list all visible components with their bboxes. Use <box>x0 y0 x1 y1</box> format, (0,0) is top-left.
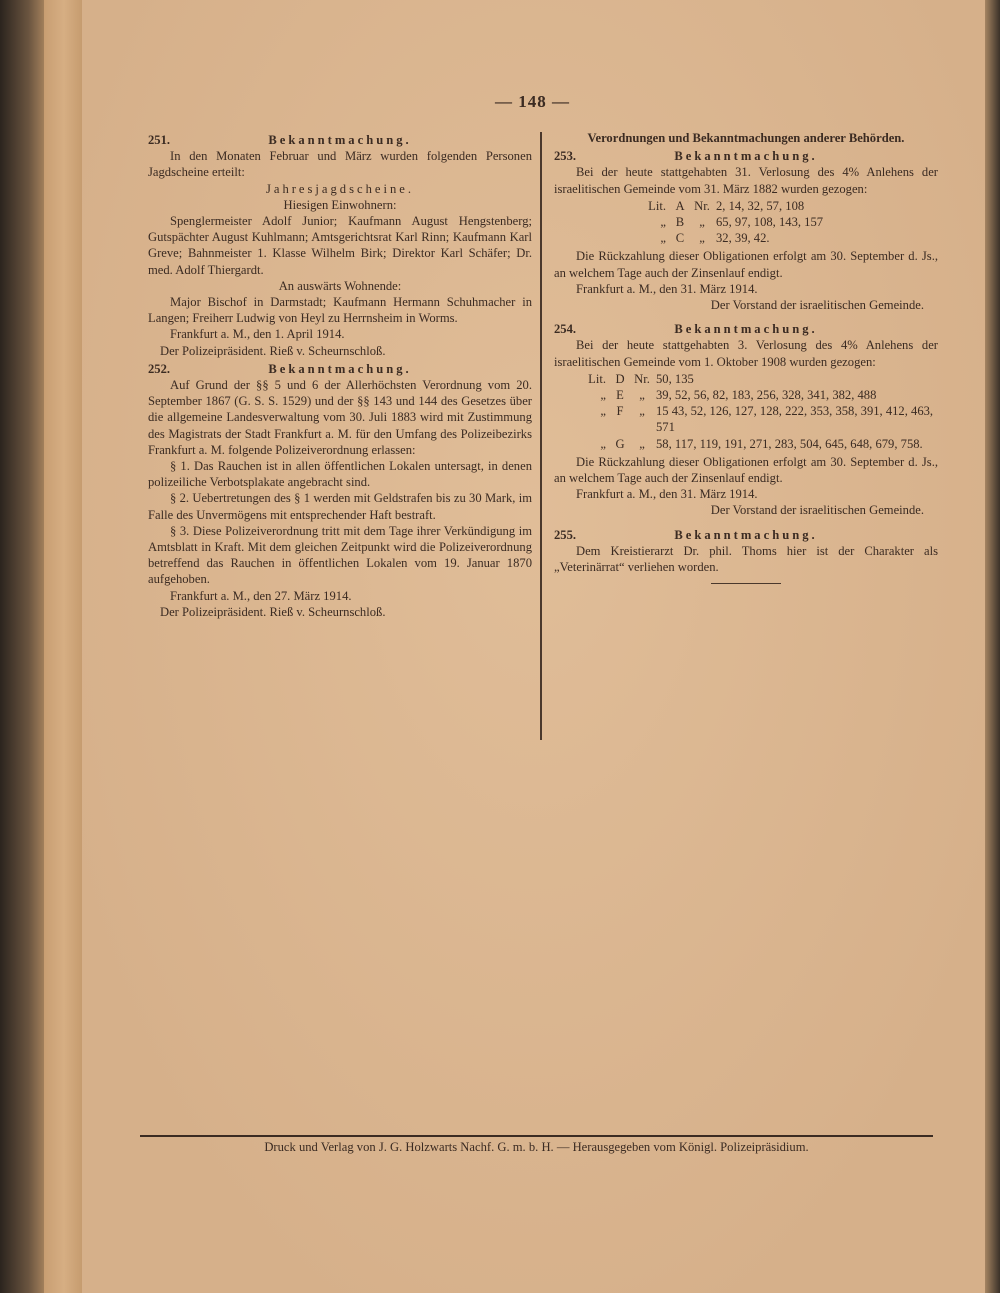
subheading: Jahresjagdscheine. <box>265 181 415 196</box>
notice-255-text: Dem Kreistierarzt Dr. phil. Thoms hier ist der Charakter als „Veterinärrat“ verliehen worden. <box>554 543 938 575</box>
notice-252-signature: Der Polizeipräsident. Rieß v. Scheurnschloß. <box>160 604 386 619</box>
notice-253-repayment: Die Rückzahlung dieser Obligationen erfolgt am 30. September d. Js., an welchem Tage auch der Zinsenlauf endigt. <box>554 249 938 280</box>
notice-253-intro: Bei der heute stattgehabten 31. Verlosung des 4% Anlehens der israelitischen Gemeinde vom 31. März 1882 wurden gezogen: <box>554 165 938 196</box>
notice-252-par1: § 1. Das Rauchen ist in allen öffentlichen Lokalen untersagt, in denen polizeiliche Verbotsplakate angebracht sind. <box>148 459 532 490</box>
notice-252-par3: § 3. Diese Polizeiverordnung tritt mit dem Tage ihrer Verkündigung im Amtsblatt in Kraft. Mit dem gleichen Zeitpunkt wird die Polizeiverordnung betreffend das Rauchen in öffentlichen Lokalen vom 19. Januar 1870 aufgehoben. <box>148 523 532 587</box>
footer-imprint: Druck und Verlag von J. G. Holzwarts Nachf. G. m. b. H. — Herausgegeben vom Königl. Polizeipräsidium. <box>264 1140 809 1154</box>
notice-253-date: Frankfurt a. M., den 31. März 1914. <box>576 281 758 296</box>
lot-row: Lit. D Nr. 50, 135 <box>588 371 694 386</box>
notice-253-header: 253. Bekanntmachung. <box>554 149 818 164</box>
book-binding <box>0 0 48 1293</box>
notice-251-locals: Spenglermeister Adolf Junior; Kaufmann August Hengstenberg; Gutspächter August Kuhlmann; Amtsgerichtsrat Karl Rinn; Kaufmann Karl Greve; Bahnmeister 1. Klasse Wilhelm Birk; Direktor Karl Schäfer; Dr. med. Adolf Thiergardt. <box>148 214 532 277</box>
section-title: Verordnungen und Bekanntmachungen anderer Behörden. <box>587 131 905 145</box>
notice-252-par2: § 2. Uebertretungen des § 1 werden mit Geldstrafen bis zu 30 Mark, im Falle des Unvermögens mit entsprechender Haft bestraft. <box>148 491 532 522</box>
page-number: — 148 — <box>495 92 570 111</box>
right-column <box>554 130 938 584</box>
notice-251-outside: Major Bischof in Darmstadt; Kaufmann Hermann Schuhmacher in Langen; Freiherr Ludwig von Heyl zu Herrnsheim in Worms. <box>148 295 532 326</box>
notice-251-header: 251. Bekanntmachung. <box>148 133 412 147</box>
notice-254-lots <box>554 371 938 452</box>
lot-row: „ E „ 39, 52, 56, 82, 183, 256, 328, 341, 382, 488 <box>600 388 877 403</box>
lot-row: „ F „ 15 43, 52, 126, 127, 128, 222, 353, 358, 391, 412, 463, 571 <box>600 404 934 435</box>
end-rule <box>711 583 781 584</box>
lot-row: „ C „ 32, 39, 42. <box>660 231 770 246</box>
notice-253-lots <box>614 198 938 247</box>
subheading: Hiesigen Einwohnern: <box>283 197 397 212</box>
notice-252-header: 252. Bekanntmachung. <box>148 361 412 376</box>
column-divider <box>540 132 542 740</box>
notice-251-date: Frankfurt a. M., den 1. April 1914. <box>170 327 345 342</box>
notice-251-signature: Der Polizeipräsident. Rieß v. Scheurnschloß. <box>160 343 386 358</box>
left-column <box>148 130 532 620</box>
notice-254-header: 254. Bekanntmachung. <box>554 322 818 337</box>
lot-row: „ B „ 65, 97, 108, 143, 157 <box>660 215 824 230</box>
notice-252-date: Frankfurt a. M., den 27. März 1914. <box>170 588 352 603</box>
subheading: An auswärts Wohnende: <box>278 278 402 293</box>
notice-251-intro: In den Monaten Februar und März wurden folgenden Personen Jagdscheine erteilt: <box>148 149 532 180</box>
page-edge-strip <box>44 0 84 1293</box>
footer-rule <box>140 1135 933 1137</box>
page-right-edge <box>985 0 1000 1293</box>
notice-254-repayment: Die Rückzahlung dieser Obligationen erfolgt am 30. September d. Js., an welchem Tage auch der Zinsenlauf endigt. <box>554 454 938 486</box>
lot-row: Lit. A Nr. 2, 14, 32, 57, 108 <box>648 198 805 213</box>
notice-254-signature: Der Vorstand der israelitischen Gemeinde. <box>710 503 924 518</box>
lot-row: „ G „ 58, 117, 119, 191, 271, 283, 504, 645, 648, 679, 758. <box>600 436 923 451</box>
notice-253-signature: Der Vorstand der israelitischen Gemeinde. <box>710 298 924 313</box>
notice-252-intro: Auf Grund der §§ 5 und 6 der Allerhöchsten Verordnung vom 20. September 1867 (G. S. S. 1529) und der §§ 143 und 144 des Gesetzes über die allgemeine Landesverwaltung vom 30. Juli 1883 wird mit Zustimmung des Magistrats der Stadt Frankfurt a. M. für den Umfang des Polizeibezirks Frankfurt a. M. folgende Polizeiverordnung erlassen: <box>148 378 532 457</box>
notice-255-header: 255. Bekanntmachung. <box>554 527 818 542</box>
notice-254-intro: Bei der heute stattgehabten 3. Verlosung des 4% Anlehens der israelitischen Gemeinde vom 1. Oktober 1908 wurden gezogen: <box>554 338 938 369</box>
notice-254-date: Frankfurt a. M., den 31. März 1914. <box>576 487 758 502</box>
